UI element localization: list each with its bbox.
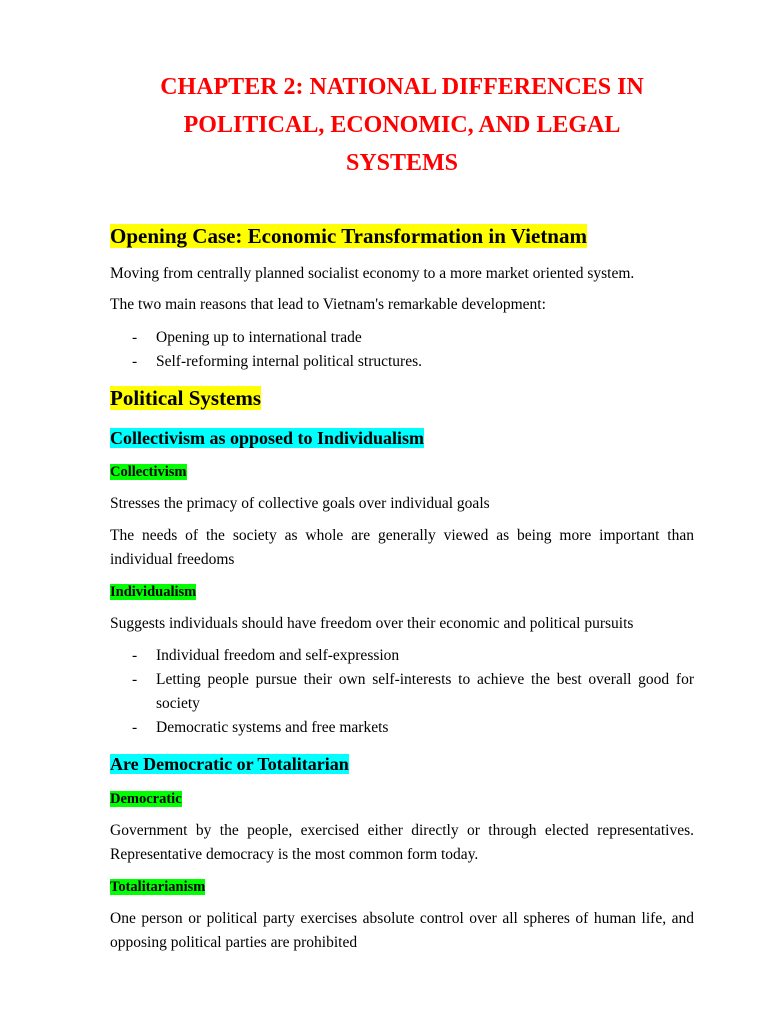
chapter-title-line-2: POLITICAL, ECONOMIC, AND LEGAL [183,112,621,138]
opening-case-heading-text: Opening Case: Economic Transformation in Vietnam [110,224,587,248]
political-systems-heading-text: Political Systems [110,386,262,410]
collectivism-section-heading [110,426,424,450]
list-item [110,644,694,668]
list-item-text: Individual freedom and self-expression [156,647,400,664]
political-systems-heading [110,385,261,412]
collectivism-label-text: Collectivism [110,464,187,480]
dash-bullet: - [132,647,138,664]
collectivism-section-heading-text: Collectivism as opposed to Individualism [110,428,425,448]
democratic-label [110,789,182,809]
list-item-text: Letting people pursue their own self-interests to achieve the best overall good for society [156,671,694,712]
list-item-text: Democratic systems and free markets [156,719,389,736]
individualism-list [110,644,694,740]
dash-bullet: - [132,719,138,736]
opening-case-heading [110,223,587,250]
list-item [110,668,694,716]
collectivism-label [110,462,187,482]
list-item [110,350,694,374]
democratic-label-text: Democratic [110,791,182,807]
chapter-title-line-1: CHAPTER 2: NATIONAL DIFFERENCES IN [160,74,644,100]
democratic-section-heading [110,752,349,776]
dash-bullet: - [132,329,138,346]
totalitarianism-paragraph-1: One person or political party exercises absolute control over all spheres of human life, and opposing political parties are prohibited [110,910,694,951]
individualism-label [110,582,196,602]
dash-bullet: - [132,671,138,688]
individualism-label-text: Individualism [110,584,197,600]
democratic-paragraph-1: Government by the people, exercised either directly or through elected representatives. Representative democracy is the most common form today. [110,822,694,863]
democratic-section-heading-text: Are Democratic or Totalitarian [110,754,349,774]
opening-case-paragraph-1: Moving from centrally planned socialist economy to a more market oriented system. [110,265,635,282]
list-item-text: Opening up to international trade [156,329,362,346]
individualism-paragraph-1: Suggests individuals should have freedom over their economic and political pursuits [110,615,634,632]
list-item [110,716,694,740]
collectivism-paragraph-2: The needs of the society as whole are generally viewed as being more important than individual freedoms [110,527,694,568]
list-item-text: Self-reforming internal political structures. [156,353,422,370]
collectivism-paragraph-1: Stresses the primacy of collective goals over individual goals [110,495,490,512]
opening-case-list [110,326,694,374]
chapter-title [110,68,694,182]
chapter-title-line-3: SYSTEMS [345,150,459,176]
list-item [110,326,694,350]
totalitarianism-label-text: Totalitarianism [110,879,206,895]
totalitarianism-label [110,877,205,897]
dash-bullet: - [132,353,138,370]
opening-case-paragraph-2: The two main reasons that lead to Vietnam's remarkable development: [110,296,546,313]
